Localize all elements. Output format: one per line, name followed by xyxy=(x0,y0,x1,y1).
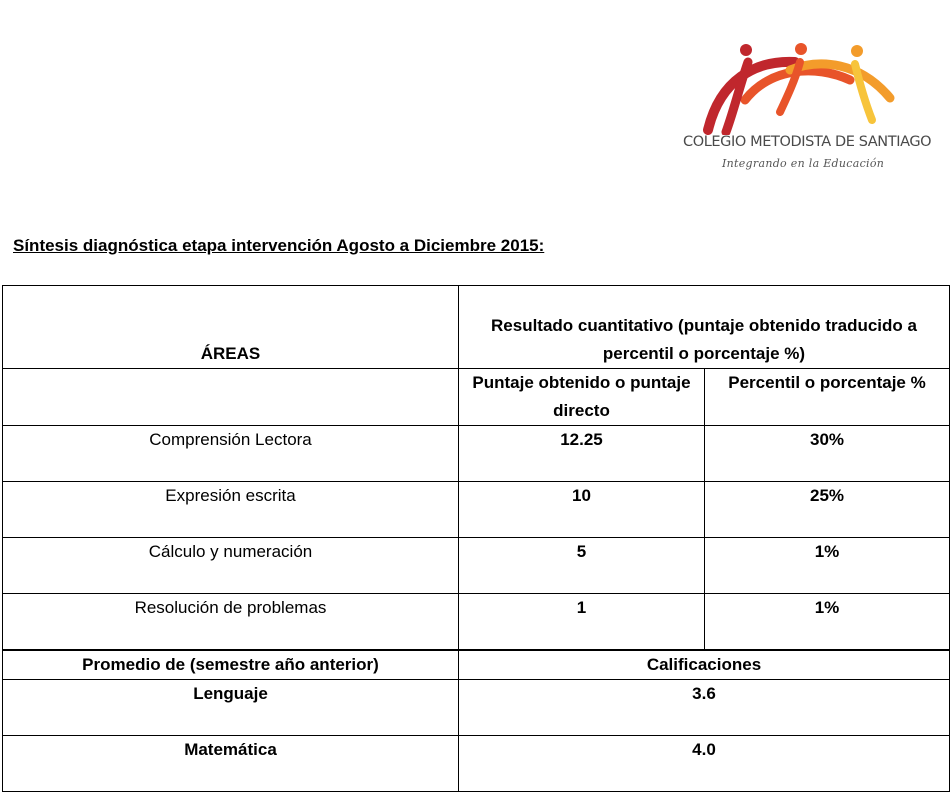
area-cell: Comprensión Lectora xyxy=(3,426,459,482)
school-logo xyxy=(678,40,932,175)
percent-cell: 30% xyxy=(705,426,950,482)
header-row xyxy=(3,286,950,369)
subheader-row xyxy=(3,369,950,426)
result-header: Resultado cuantitativo (puntaje obtenido traducido a percentil o porcentaje %) xyxy=(459,286,950,369)
table-row xyxy=(3,594,950,650)
table-row xyxy=(3,538,950,594)
area-cell: Resolución de problemas xyxy=(3,594,459,650)
area-cell: Expresión escrita xyxy=(3,482,459,538)
subheader-empty xyxy=(3,369,459,426)
average-header-row xyxy=(3,650,950,680)
score-cell: 10 xyxy=(459,482,705,538)
score-cell: 1 xyxy=(459,594,705,650)
subject-cell: Lenguaje xyxy=(3,679,459,735)
logo-figures-icon xyxy=(700,40,900,135)
table-row xyxy=(3,482,950,538)
school-name: COLEGIO METODISTA DE SANTIAGO xyxy=(683,134,932,150)
percent-cell: 1% xyxy=(705,538,950,594)
grade-cell: 3.6 xyxy=(459,679,950,735)
table-row xyxy=(3,426,950,482)
score-cell: 5 xyxy=(459,538,705,594)
grades-header: Calificaciones xyxy=(459,650,950,680)
areas-header: ÁREAS xyxy=(3,286,459,369)
percent-subheader: Percentil o porcentaje % xyxy=(705,369,950,426)
page-heading: Síntesis diagnóstica etapa intervención Agosto a Diciembre 2015: xyxy=(13,236,545,255)
percent-cell: 25% xyxy=(705,482,950,538)
subject-cell: Matemática xyxy=(3,735,459,791)
average-header: Promedio de (semestre año anterior) xyxy=(3,650,459,680)
school-tagline: Integrando en la Educación xyxy=(722,157,885,170)
results-table xyxy=(2,285,950,792)
percent-cell: 1% xyxy=(705,594,950,650)
grade-cell: 4.0 xyxy=(459,735,950,791)
score-subheader: Puntaje obtenido o puntaje directo xyxy=(459,369,705,426)
area-cell: Cálculo y numeración xyxy=(3,538,459,594)
grade-row xyxy=(3,735,950,791)
grade-row xyxy=(3,679,950,735)
score-cell: 12.25 xyxy=(459,426,705,482)
